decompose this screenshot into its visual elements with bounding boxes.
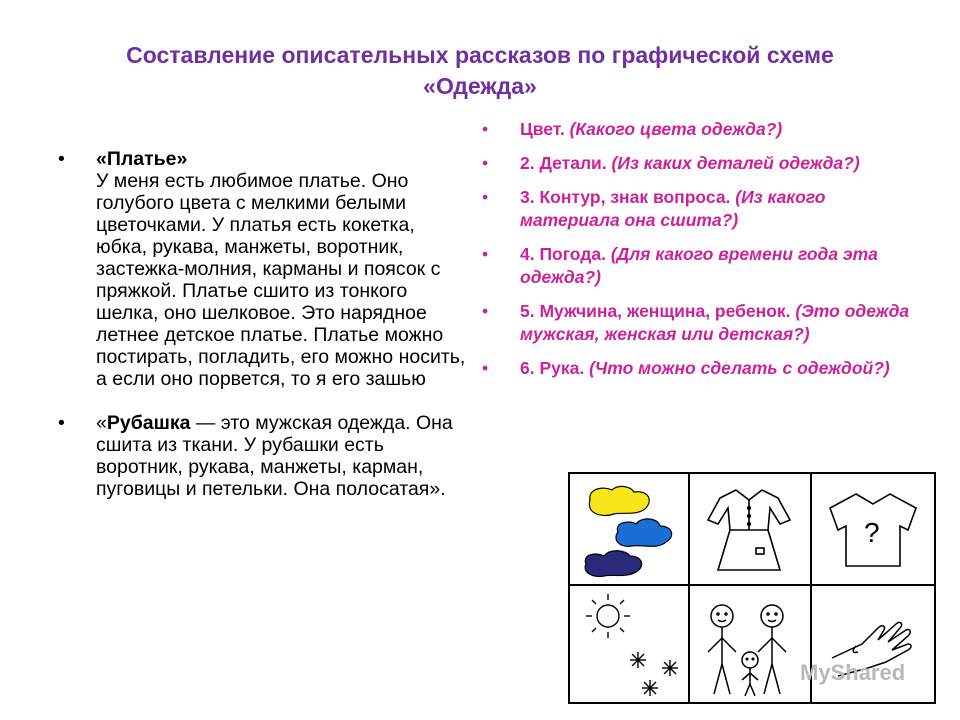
question-hint: (Какого цвета одежда?) xyxy=(569,119,783,139)
family-icon xyxy=(690,588,808,702)
bullet: • xyxy=(58,412,65,434)
story-shirt xyxy=(58,412,470,500)
question-item xyxy=(480,300,920,346)
question-item xyxy=(480,186,920,232)
blue-blob xyxy=(616,519,672,546)
question-hint: (Что можно сделать с одеждой?) xyxy=(589,358,890,378)
title-line-2: «Одежда» xyxy=(423,73,537,99)
bullet: • xyxy=(482,358,489,378)
question-hint: (Из какого материала она сшита?) xyxy=(520,187,826,230)
question-label: 4. Погода. xyxy=(520,244,611,264)
question-label: Цвет. xyxy=(520,119,570,139)
yellow-blob xyxy=(589,486,649,515)
slide-title xyxy=(40,40,920,102)
question-mark: ? xyxy=(864,517,880,548)
question-hint: (Из каких деталей одежда?) xyxy=(611,153,860,173)
story-shirt-heading: Рубашка xyxy=(106,412,191,434)
snowflake xyxy=(642,680,658,696)
question-hint: (Для какого времени года эта одежда?) xyxy=(520,244,878,287)
story-dress xyxy=(58,148,470,390)
question-hint: (Это одежда мужская, женская или детская?) xyxy=(520,301,910,344)
question-label: 6. Рука. xyxy=(520,358,590,378)
question-label: 5. Мужчина, женщина, ребенок. xyxy=(520,301,796,321)
snowflake xyxy=(662,660,678,676)
bullet: • xyxy=(482,153,489,173)
sun-rays xyxy=(586,594,630,638)
story-shirt-open-quote: « xyxy=(96,412,107,434)
bullet: • xyxy=(482,119,489,139)
title-line-1: Составление описательных рассказов по графической схеме xyxy=(126,42,834,68)
navy-blob xyxy=(585,551,642,577)
bullet: • xyxy=(58,148,65,170)
bullet: • xyxy=(482,244,489,264)
dress-icon xyxy=(690,478,808,582)
question-item xyxy=(480,357,920,380)
snowflake xyxy=(630,652,646,668)
question-label: 3. Контур, знак вопроса. xyxy=(520,187,736,207)
weather-sun-snow-icon xyxy=(574,588,686,702)
story-dress-text: У меня есть любимое платье. Оно голубого цвета с мелкими белыми цветочками. У платья есть кокетка, юбка, рукава, манжеты, воротник, застежка-молния, карманы и поясок с пряжкой. Платье сшито из тонкого шелка, оно шелковое. Это нарядное летнее детское платье. Платье можно постирать, погладить, его можно носить, а если оно порвется, то я его зашью xyxy=(96,170,466,390)
question-item xyxy=(480,152,920,175)
question-label: 2. Детали. xyxy=(520,153,612,173)
woman-figure xyxy=(708,605,736,694)
example-stories xyxy=(58,148,470,500)
watermark: MyShared xyxy=(800,660,906,685)
man-figure xyxy=(758,605,786,694)
grid-divider xyxy=(570,584,934,586)
shirt-question-icon xyxy=(812,478,934,582)
color-blobs-icon xyxy=(574,478,686,582)
bullet: • xyxy=(482,301,489,321)
story-shirt-text: — это мужская одежда. Она сшита из ткани. У рубашки есть воротник, рукава, манжеты, карман, пуговицы и петельки. Она полосатая». xyxy=(96,412,453,500)
child-figure xyxy=(742,652,758,696)
question-list xyxy=(480,118,920,391)
bullet: • xyxy=(482,187,489,207)
question-item xyxy=(480,243,920,289)
story-dress-heading: «Платье» xyxy=(96,148,188,170)
question-item xyxy=(480,118,920,141)
